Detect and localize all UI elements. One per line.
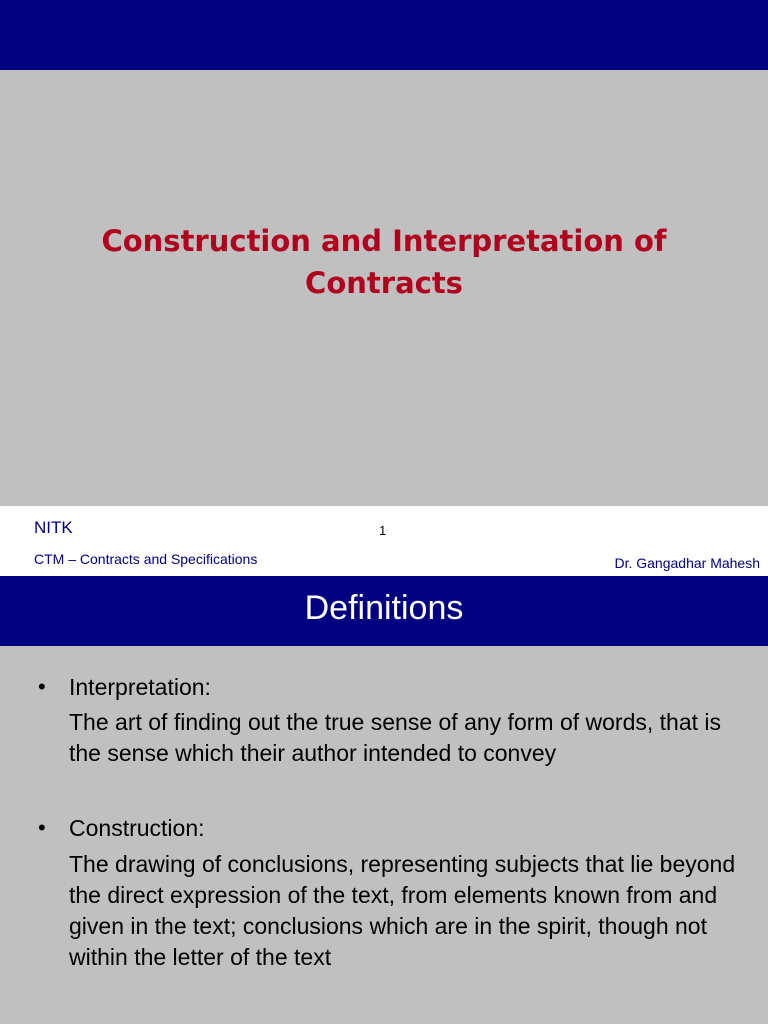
footer-course: CTM – Contracts and Specifications: [34, 551, 258, 567]
slide1-body: [0, 70, 768, 506]
slide2-header-band: [0, 576, 768, 646]
slide1-header-band: [0, 0, 768, 70]
bullet-dot-icon: •: [38, 674, 46, 699]
definition-term-interpretation: Interpretation:: [69, 674, 211, 700]
slide2-body: [0, 646, 768, 1024]
slide2-title: Definitions: [304, 589, 464, 627]
slide1-title: Construction and Interpretation of Contracts: [101, 224, 667, 300]
footer-organization: NITK: [34, 518, 73, 537]
definition-term-construction: Construction:: [69, 815, 205, 841]
definition-text-construction: The drawing of conclusions, representing subjects that lie beyond the direct expression of the text, from elements known from and given in the text; conclusions which are in the spirit, though not within the letter of the text: [69, 851, 736, 970]
bullet-dot-icon: •: [38, 815, 46, 840]
definition-text-interpretation: The art of finding out the true sense of any form of words, that is the sense which their author intended to convey: [69, 709, 722, 766]
footer-author: Dr. Gangadhar Mahesh: [614, 555, 760, 571]
slide1-footer: [0, 506, 768, 576]
footer-page-number: 1: [379, 523, 387, 538]
